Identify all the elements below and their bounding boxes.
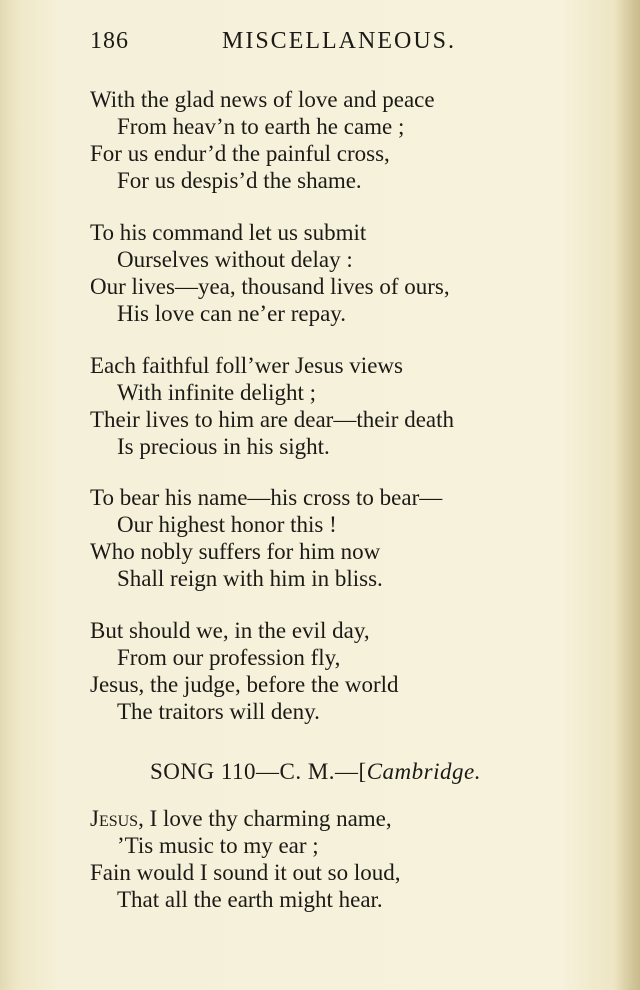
song-line-4: That all the earth might hear.	[117, 887, 383, 912]
song-line-1	[90, 805, 392, 832]
page-header	[90, 28, 500, 64]
stanza-1-line-3: For us endur’d the painful cross,	[90, 141, 390, 166]
page-number: 186	[90, 28, 129, 54]
spine-shadow	[614, 0, 640, 990]
stanza-2-line-2: Ourselves without delay :	[117, 247, 353, 272]
stanza-3-line-3: Their lives to him are dear—their death	[90, 407, 455, 432]
stanza-4-line-3: Who nobly suffers for him now	[90, 539, 381, 564]
stanza-4-line-1: To bear his name—his cross to bear—	[90, 485, 443, 510]
stanza-5-line-1: But should we, in the evil day,	[90, 618, 370, 643]
song-heading	[150, 759, 481, 785]
song-first-line-rest: I love thy charming name,	[143, 806, 392, 831]
stanza-1-line-2: From heav’n to earth he came ;	[117, 114, 405, 139]
stanza-5-line-4: The traitors will deny.	[117, 699, 320, 724]
stanza-3-line-2: With infinite delight ;	[117, 380, 317, 405]
stanza-2-line-3: Our lives—yea, thousand lives of ours,	[90, 274, 450, 299]
stanza-1-line-4: For us despis’d the shame.	[117, 168, 362, 193]
song-line-3: Fain would I sound it out so loud,	[90, 860, 401, 885]
stanza-4-line-2: Our highest honor this !	[117, 512, 337, 537]
stanza-4-line-4: Shall reign with him in bliss.	[117, 566, 383, 591]
stanza-2-line-4: His love can ne’er repay.	[117, 301, 347, 326]
song-first-word: Jesus,	[90, 806, 144, 831]
stanza-2-line-1: To his command let us submit	[90, 220, 367, 245]
tune-name: Cambridge.	[366, 759, 481, 784]
running-head: MISCELLANEOUS.	[222, 28, 457, 54]
stanza-5-line-2: From our profession fly,	[117, 645, 341, 670]
song-line-2: ’Tis music to my ear ;	[117, 833, 319, 858]
stanza-1-line-1: With the glad news of love and peace	[90, 87, 435, 112]
stanza-5-line-3: Jesus, the judge, before the world	[90, 672, 399, 697]
song-number-meter: SONG 110—C. M.—[	[150, 759, 367, 784]
stanza-3-line-4: Is precious in his sight.	[117, 434, 330, 459]
stanza-3-line-1: Each faithful foll’wer Jesus views	[90, 353, 403, 378]
